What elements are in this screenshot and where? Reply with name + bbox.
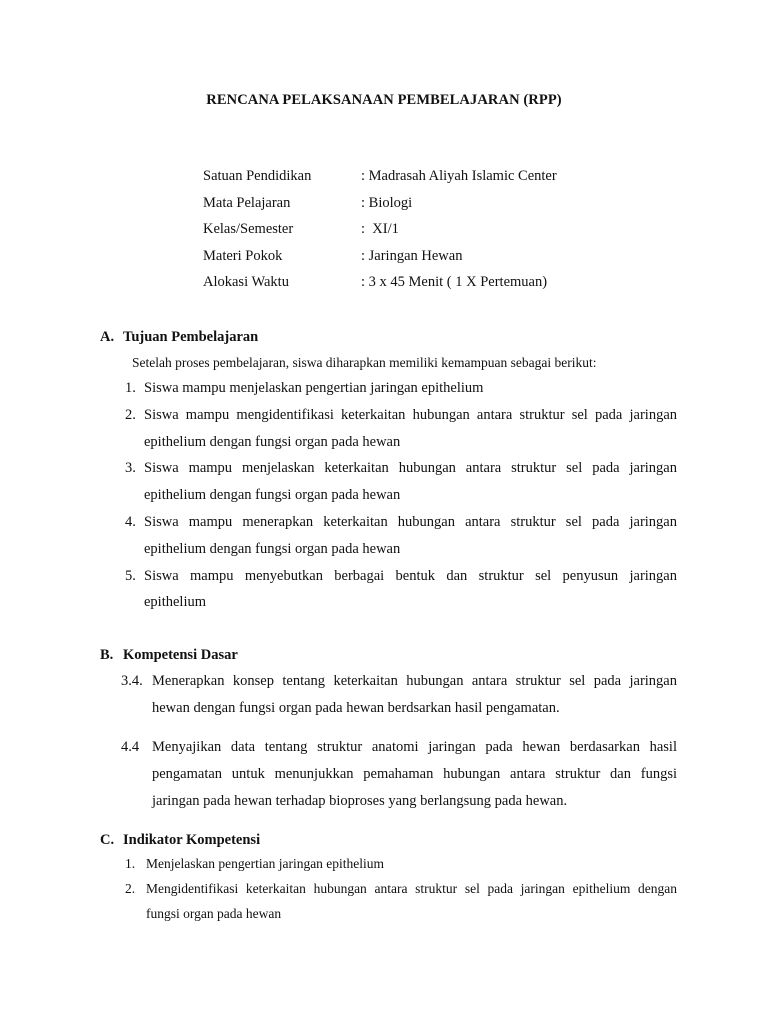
item-text-cont: epithelium xyxy=(144,594,207,611)
item-text: Mengidentifikasi keterkaitan hubungan antara struktur sel pada jaringan epithelium dengan xyxy=(146,881,677,896)
list-item xyxy=(125,876,677,926)
item-text: Menjelaskan pengertian jaringan epithelium xyxy=(146,856,385,871)
item-text-cont: epithelium dengan fungsi organ pada hewan xyxy=(144,433,401,450)
info-value: : Biologi xyxy=(361,194,413,211)
item-number: 2. xyxy=(125,881,136,896)
list-item xyxy=(125,509,677,563)
basic-competence-4-4 xyxy=(121,734,677,814)
section-title: Tujuan Pembelajaran xyxy=(123,329,259,345)
item-number: 5. xyxy=(125,567,136,584)
item-text: Menerapkan konsep tentang keterkaitan hubungan antara struktur sel pada jaringan xyxy=(152,673,677,689)
competence-indicator-list xyxy=(125,851,677,926)
list-item xyxy=(125,851,677,876)
item-text: Siswa mampu menerapkan keterkaitan hubungan antara struktur sel pada jaringan xyxy=(144,513,677,530)
list-item xyxy=(125,455,677,509)
info-value: : Madrasah Aliyah Islamic Center xyxy=(361,168,557,184)
info-label: Alokasi Waktu xyxy=(203,274,289,291)
section-letter: A. xyxy=(100,329,115,345)
info-row xyxy=(203,248,557,275)
info-label: Mata Pelajaran xyxy=(203,194,291,211)
list-item xyxy=(125,402,677,456)
item-number: 1. xyxy=(125,856,136,871)
info-row xyxy=(203,274,557,301)
list-item xyxy=(125,375,677,402)
document-title: RENCANA PELAKSANAAN PEMBELAJARAN (RPP) xyxy=(206,92,562,108)
info-row xyxy=(203,195,557,222)
item-text-cont: jaringan pada hewan terhadap bioproses yang berlangsung pada hewan. xyxy=(152,792,568,809)
section-a-intro: Setelah proses pembelajaran, siswa diharapkan memiliki kemampuan sebagai berikut: xyxy=(132,355,597,370)
item-text: Menyajikan data tentang struktur anatomi jaringan pada hewan berdasarkan hasil xyxy=(152,739,677,755)
info-label: Kelas/Semester xyxy=(203,221,294,238)
item-text: Siswa mampu menjelaskan pengertian jaringan epithelium xyxy=(144,380,484,396)
basic-competence-3-4 xyxy=(121,668,677,722)
item-text: Siswa mampu menjelaskan keterkaitan hubungan antara struktur sel pada jaringan xyxy=(144,460,677,477)
list-item xyxy=(125,563,677,617)
item-number: 4. xyxy=(125,513,136,530)
learning-objectives-list xyxy=(125,375,677,616)
item-number: 1. xyxy=(125,380,136,396)
item-text-cont: fungsi organ pada hewan xyxy=(146,906,282,921)
section-title: Indikator Kompetensi xyxy=(123,832,261,848)
info-row xyxy=(203,221,557,248)
item-number: 3.4. xyxy=(121,673,143,689)
section-title: Kompetensi Dasar xyxy=(123,647,238,663)
info-label: Materi Pokok xyxy=(203,247,283,264)
section-b-heading xyxy=(100,647,238,664)
section-c-heading xyxy=(100,832,260,849)
item-number: 4.4 xyxy=(121,739,140,755)
item-number: 2. xyxy=(125,406,136,423)
info-value: : Jaringan Hewan xyxy=(361,247,463,264)
item-number: 3. xyxy=(125,460,136,477)
item-text-cont: pengamatan untuk menunjukkan pemahaman hubungan antara struktur dan fungsi xyxy=(152,765,677,782)
section-letter: B. xyxy=(100,647,114,663)
item-text-cont: hewan dengan fungsi organ pada hewan berdsarkan hasil pengamatan. xyxy=(152,699,560,716)
info-row xyxy=(203,168,557,195)
section-letter: C. xyxy=(100,832,115,848)
info-value: : 3 x 45 Menit ( 1 X Pertemuan) xyxy=(361,274,548,291)
item-text: Siswa mampu menyebutkan berbagai bentuk dan struktur sel penyusun jaringan xyxy=(144,567,677,584)
item-text: Siswa mampu mengidentifikasi keterkaitan hubungan antara struktur sel pada jaringan xyxy=(144,406,677,423)
info-value: : XI/1 xyxy=(361,221,399,238)
item-text-cont: epithelium dengan fungsi organ pada hewan xyxy=(144,487,401,504)
identity-table xyxy=(203,168,557,301)
item-text-cont: epithelium dengan fungsi organ pada hewan xyxy=(144,540,401,557)
info-label: Satuan Pendidikan xyxy=(203,168,312,184)
section-a-heading xyxy=(100,329,258,346)
